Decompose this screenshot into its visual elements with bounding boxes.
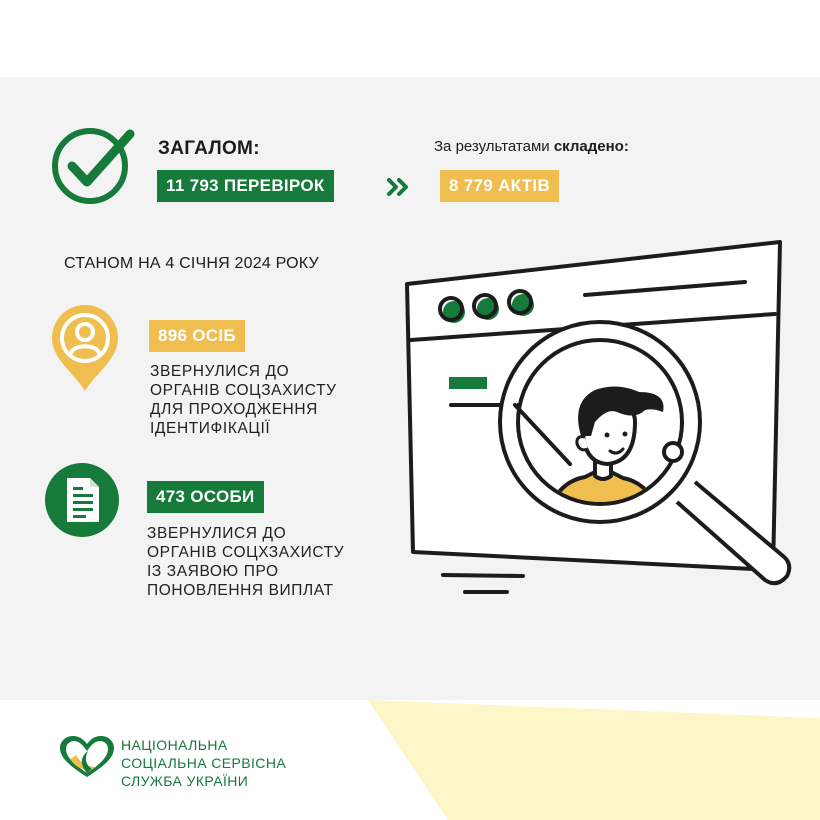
stat-1-line: ОРГАНІВ СОЦЗАХИСТУ [150, 382, 337, 399]
stat-description-2 [147, 524, 344, 600]
checkmark-circle-icon [50, 124, 138, 208]
acts-count-badge: 8 779 АКТІВ [440, 170, 559, 202]
stat-value-1: 896 ОСІБ [149, 320, 245, 352]
org-line: СОЦІАЛЬНА СЕРВІСНА [121, 755, 287, 771]
stat-description-1 [150, 362, 337, 438]
checks-count-badge: 11 793 ПЕРЕВІРОК [157, 170, 334, 202]
date-caption: СТАНОМ НА 4 СІЧНЯ 2024 РОКУ [64, 255, 319, 272]
double-chevron-right-icon [386, 177, 412, 197]
person-location-pin-icon [50, 303, 120, 393]
total-heading: ЗАГАЛОМ: [158, 138, 260, 159]
org-line: СЛУЖБА УКРАЇНИ [121, 773, 249, 789]
org-line: НАЦІОНАЛЬНА [121, 737, 228, 753]
stat-1-line: ІДЕНТИФІКАЦІЇ [150, 420, 271, 437]
browser-magnifier-illustration [395, 232, 805, 602]
organization-name [121, 736, 286, 790]
logo-heart-icon [58, 735, 116, 779]
stat-1-line: ЗВЕРНУЛИСЯ ДО [150, 363, 290, 380]
stat-2-line: ОРГАНІВ СОЦХЗАХИСТУ [147, 544, 345, 561]
results-prefix: За результатами [434, 138, 554, 155]
stat-2-line: ІЗ ЗАЯВОЮ ПРО [147, 563, 279, 580]
results-bold: складено: [553, 138, 629, 155]
stat-1-line: ДЛЯ ПРОХОДЖЕННЯ [150, 401, 318, 418]
stat-2-line: ПОНОВЛЕННЯ ВИПЛАТ [147, 582, 334, 599]
stat-value-2: 473 ОСОБИ [147, 481, 264, 513]
document-icon [42, 460, 122, 540]
results-caption [434, 138, 629, 155]
stat-2-line: ЗВЕРНУЛИСЯ ДО [147, 525, 287, 542]
